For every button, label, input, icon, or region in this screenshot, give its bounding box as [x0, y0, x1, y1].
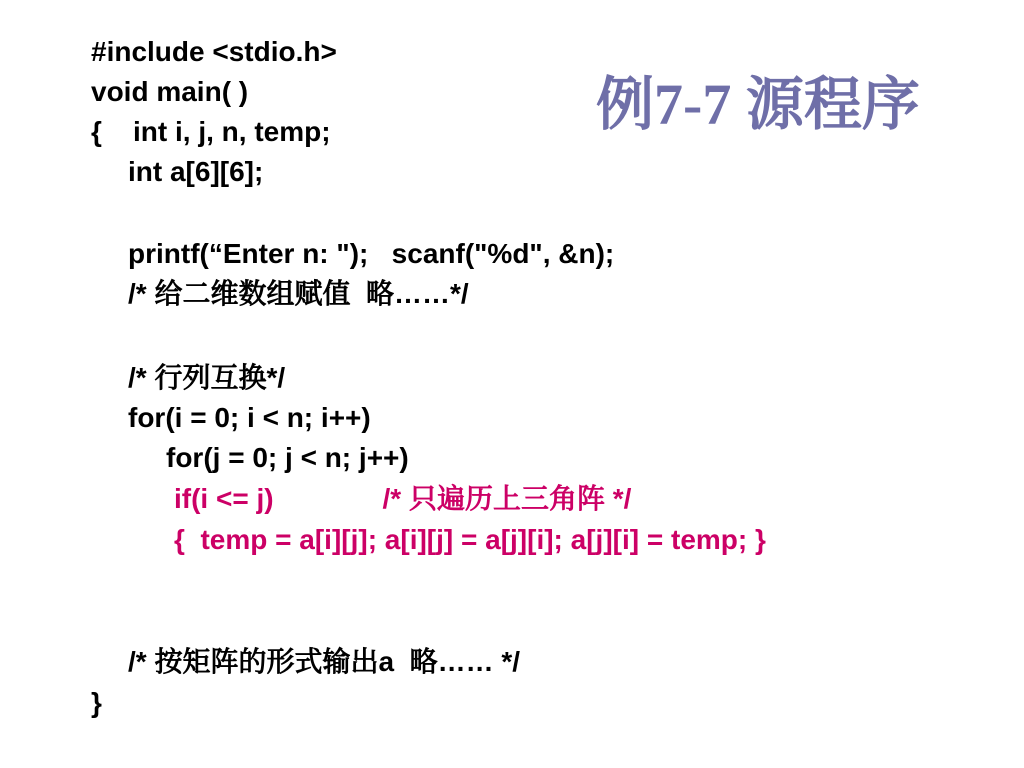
code-line-main: void main( ) — [91, 76, 249, 107]
code-line-comment-assign: /* 给二维数组赋值 略……*/ — [128, 278, 469, 309]
code-line-if-condition: if(i <= j) /* 只遍历上三角阵 */ — [174, 483, 632, 514]
code-line-input: printf(“Enter n: "); scanf("%d", &n); — [128, 238, 615, 269]
code-line-declarations: { int i, j, n, temp; — [91, 116, 331, 147]
code-line-swap-block: { temp = a[i][j]; a[i][j] = a[j][i]; a[j][i] = temp; } — [174, 524, 766, 555]
code-line-outer-loop: for(i = 0; i < n; i++) — [128, 402, 371, 433]
code-line-comment-output: /* 按矩阵的形式输出a 略…… */ — [128, 646, 521, 677]
code-line-include: #include <stdio.h> — [91, 36, 337, 67]
code-line-comment-swap: /* 行列互换*/ — [128, 362, 286, 393]
code-line-closing-brace: } — [91, 687, 102, 718]
code-line-inner-loop: for(j = 0; j < n; j++) — [166, 442, 409, 473]
slide-title: 例7-7 源程序 — [596, 72, 920, 137]
code-line-array-decl: int a[6][6]; — [128, 156, 264, 187]
